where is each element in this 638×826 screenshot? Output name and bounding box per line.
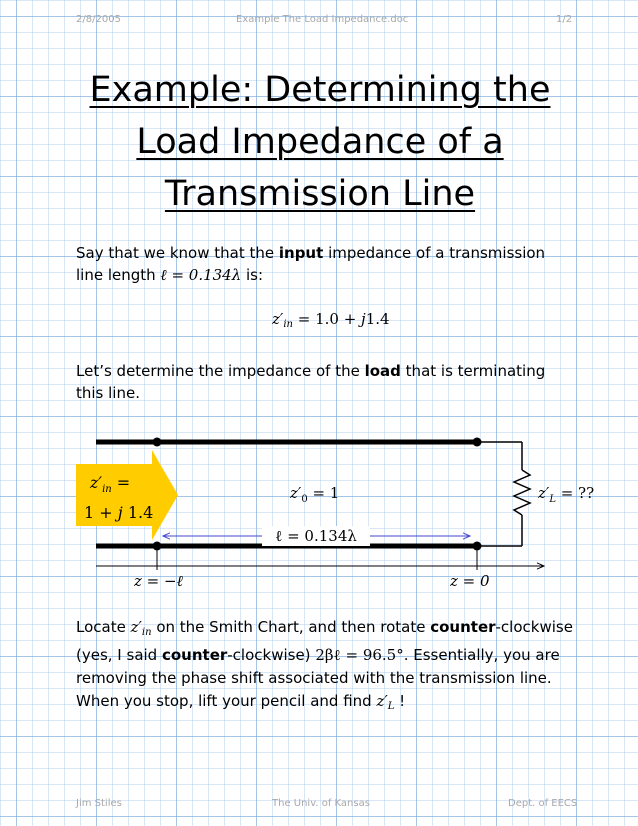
eq-zin-sub: in bbox=[283, 319, 293, 330]
input-impedance-equation bbox=[272, 310, 390, 330]
paragraph-intro bbox=[76, 242, 576, 286]
node-load-bottom bbox=[473, 542, 482, 551]
eq-j: j bbox=[361, 310, 366, 328]
length-label: ℓ = 0.134λ bbox=[275, 527, 357, 545]
arrow-label-line-2: 1 + j 1.4 bbox=[84, 503, 154, 522]
smith-zl-sub: L bbox=[387, 701, 395, 712]
header-page-number: 1/2 bbox=[556, 14, 573, 25]
node-load-top bbox=[473, 438, 482, 447]
position-label-load: z = 0 bbox=[450, 572, 490, 590]
smith-zin: z′ bbox=[130, 618, 142, 636]
smith-text-4: -clockwise) bbox=[227, 646, 316, 664]
input-impedance-arrow bbox=[76, 450, 178, 540]
smith-zin-sub: in bbox=[141, 627, 152, 638]
header-filename: Example The Load Impedance.doc bbox=[236, 14, 409, 25]
smith-text-1: Locate bbox=[76, 618, 131, 636]
load-resistor bbox=[514, 470, 530, 515]
page-header bbox=[0, 14, 638, 32]
title-line-1: Example: Determining the bbox=[89, 70, 551, 110]
load-text-2: that is terminating this line. bbox=[76, 362, 546, 402]
paragraph-load bbox=[76, 360, 576, 404]
node-input-bottom bbox=[153, 542, 162, 551]
page-footer bbox=[0, 798, 638, 816]
smith-angle: 2βℓ = 96.5° bbox=[315, 646, 404, 664]
char-impedance-label: $z'_0 = 1$ bbox=[290, 484, 340, 505]
eq-zin-symbol: z′ bbox=[272, 310, 284, 328]
smith-text-2: on the Smith Chart, and then rotate bbox=[151, 618, 431, 636]
intro-text-1: Say that we know that the bbox=[76, 244, 279, 262]
footer-school: The Univ. of Kansas bbox=[272, 798, 370, 809]
intro-length-expression: ℓ = 0.134λ bbox=[160, 266, 242, 284]
intro-text-2: impedance of a transmission line length bbox=[76, 244, 546, 284]
eq-rhs: = 1.0 + bbox=[297, 310, 362, 328]
load-text-1: Let’s determine the impedance of the bbox=[76, 362, 365, 380]
load-bold: load bbox=[364, 362, 401, 380]
title-line-2: Load Impedance of a bbox=[136, 122, 504, 162]
load-impedance-label: $z'_L$ = ?? bbox=[538, 484, 595, 505]
page-title bbox=[40, 64, 600, 220]
smith-bold-counter-1: counter bbox=[430, 618, 496, 636]
eq-imag: 1.4 bbox=[365, 310, 390, 328]
title-line-3: Transmission Line bbox=[164, 174, 476, 214]
smith-text-6: ! bbox=[394, 692, 406, 710]
arrow-label-line-1: $z'_{in}$ = bbox=[90, 473, 131, 495]
position-label-input: z = −ℓ bbox=[134, 572, 183, 590]
paragraph-smith-chart bbox=[76, 616, 576, 718]
header-date: 2/8/2005 bbox=[76, 14, 121, 25]
intro-text-3: is: bbox=[241, 266, 264, 284]
smith-bold-counter-2: counter bbox=[161, 646, 228, 664]
smith-text-3: -clockwise (yes, I said bbox=[76, 618, 573, 664]
footer-dept: Dept. of EECS bbox=[508, 798, 578, 809]
smith-text-5: . Essentially, you are removing the phase shift associated with the transmission line. When you stop, lift your pencil and find bbox=[76, 646, 560, 710]
node-input-top bbox=[153, 438, 162, 447]
intro-bold-input: input bbox=[278, 244, 324, 262]
transmission-line-diagram bbox=[0, 420, 638, 600]
footer-author: Jim Stiles bbox=[76, 798, 122, 809]
smith-zl: z′ bbox=[376, 692, 388, 710]
